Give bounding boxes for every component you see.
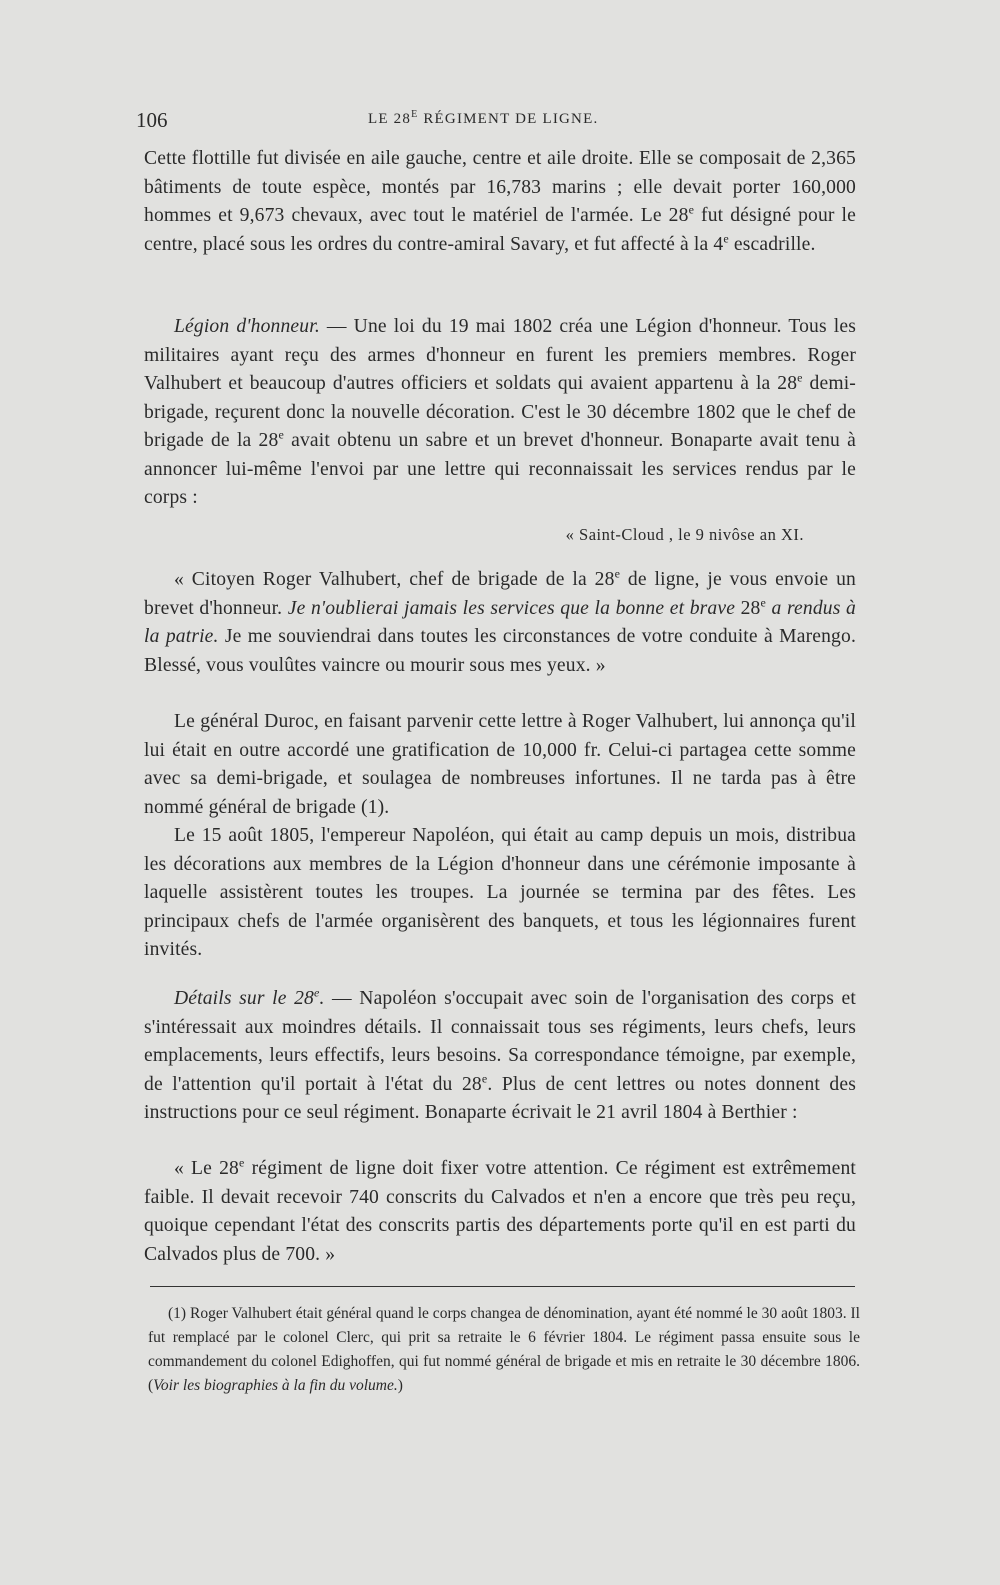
paragraph-flotilla: Cette flottille fut divisée en aile gauche, centre et aile droite. Elle se composait de 2,365 bâtiments de toute espèce, montés par 16,783 marins ; elle devait porter 160,000 hommes et 9,673 chevaux, avec tout le matériel de l'armée. Le 28e fut désigné pour le centre, placé sous les ordres du contre-amiral Savary, et fut affecté à la 4e escadrille. — [144, 148, 856, 255]
section-heading-details: Détails sur le 28e. — [174, 985, 325, 1009]
paragraph-ceremony: Le 15 août 1805, l'empereur Napoléon, qui était au camp depuis un mois, distribua les décorations aux membres de la Légion d'honneur dans une cérémonie imposante à laquelle assistèrent toutes les troupes. La journée se termina par des fêtes. Les principaux chefs de l'armée organisèrent des banquets, et tous les légionnaires furent invités. — [144, 825, 856, 960]
paragraph-quote-berthier: « Le 28e régiment de ligne doit fixer votre attention. Ce régiment est extrêmement faible. Il devait recevoir 740 conscrits du Calvados et n'en a encore que très peu reçu, quoique cependant l'état des conscrits partis des départements porte qu'il en est parti du Calvados plus de 700. » — [144, 1155, 856, 1265]
paragraph-legion-honneur: Légion d'honneur. — Une loi du 19 mai 1802 créa une Légion d'honneur. Tous les militaires ayant reçu des armes d'honneur en furent les premiers membres. Roger Valhubert et beaucoup d'autres officiers et soldats qui avaient appartenu à la 28e demi-brigade, reçurent donc la nouvelle décoration. C'est le 30 décembre 1802 que le chef de brigade de la 28e avait obtenu un sabre et un brevet d'honneur. Bonaparte avait tenu à annoncer lui-même l'envoi par une lettre qui reconnaissait les services rendus par le corps : — [144, 316, 857, 508]
letter-dateline: « Saint-Cloud , le 9 nivôse an XI. — [565, 525, 804, 544]
running-head: LE $28^E$ RÉGIMENT DE LIGNE. — [368, 109, 599, 127]
page-header — [136, 108, 856, 138]
footnote: (1) Roger Valhubert était général quand le corps changea de dénomination, ayant été nommé le 30 août 1803. Il fut remplacé par le colonel Clerc, qui prit sa retraite le 6 février 1804. Le régiment passa ensuite sous le commandement du colonel Edighoffen, qui fut nommé général de brigade et mis en retraite le 30 décembre 1806. (Voir les biographies à la fin du volume.) — [148, 1305, 860, 1394]
section-heading-legion: Légion d'honneur. — [174, 316, 320, 337]
paragraph-letter: « Citoyen Roger Valhubert, chef de brigade de la 28e de ligne, je vous envoie un brevet d'honneur. Je n'oublierai jamais les services que la bonne et brave 28e a rendus à la patrie. Je me souviendrai dans toutes les circonstances de votre conduite à Marengo. Blessé, vous voulûtes vaincre ou mourir sous mes yeux. » — [144, 566, 857, 676]
paragraph-duroc: Le général Duroc, en faisant parvenir cette lettre à Roger Valhubert, lui annonça qu'il lui était en outre accordé une gratification de 10,000 fr. Celui-ci partagea cette somme avec sa demi-brigade, et soulagea de nombreuses infortunes. Il ne tarda pas à être nommé général de brigade (1). — [144, 711, 856, 818]
paragraph-details: Détails sur le 28e. — Napoléon s'occupait avec soin de l'organisation des corps et s'intéressait aux moindres détails. Il connaissait tous ses régiments, leurs chefs, leurs emplacements, leurs effectifs, leurs besoins. Sa correspondance témoigne, par exemple, de l'attention qu'il portait à l'état du 28e. Plus de cent lettres ou notes donnent des instructions pour ce seul régiment. Bonaparte écrivait le 21 avril 1804 à Berthier : — [144, 985, 857, 1123]
page-number: 106 — [136, 108, 168, 132]
footnote-divider — [150, 1286, 855, 1287]
